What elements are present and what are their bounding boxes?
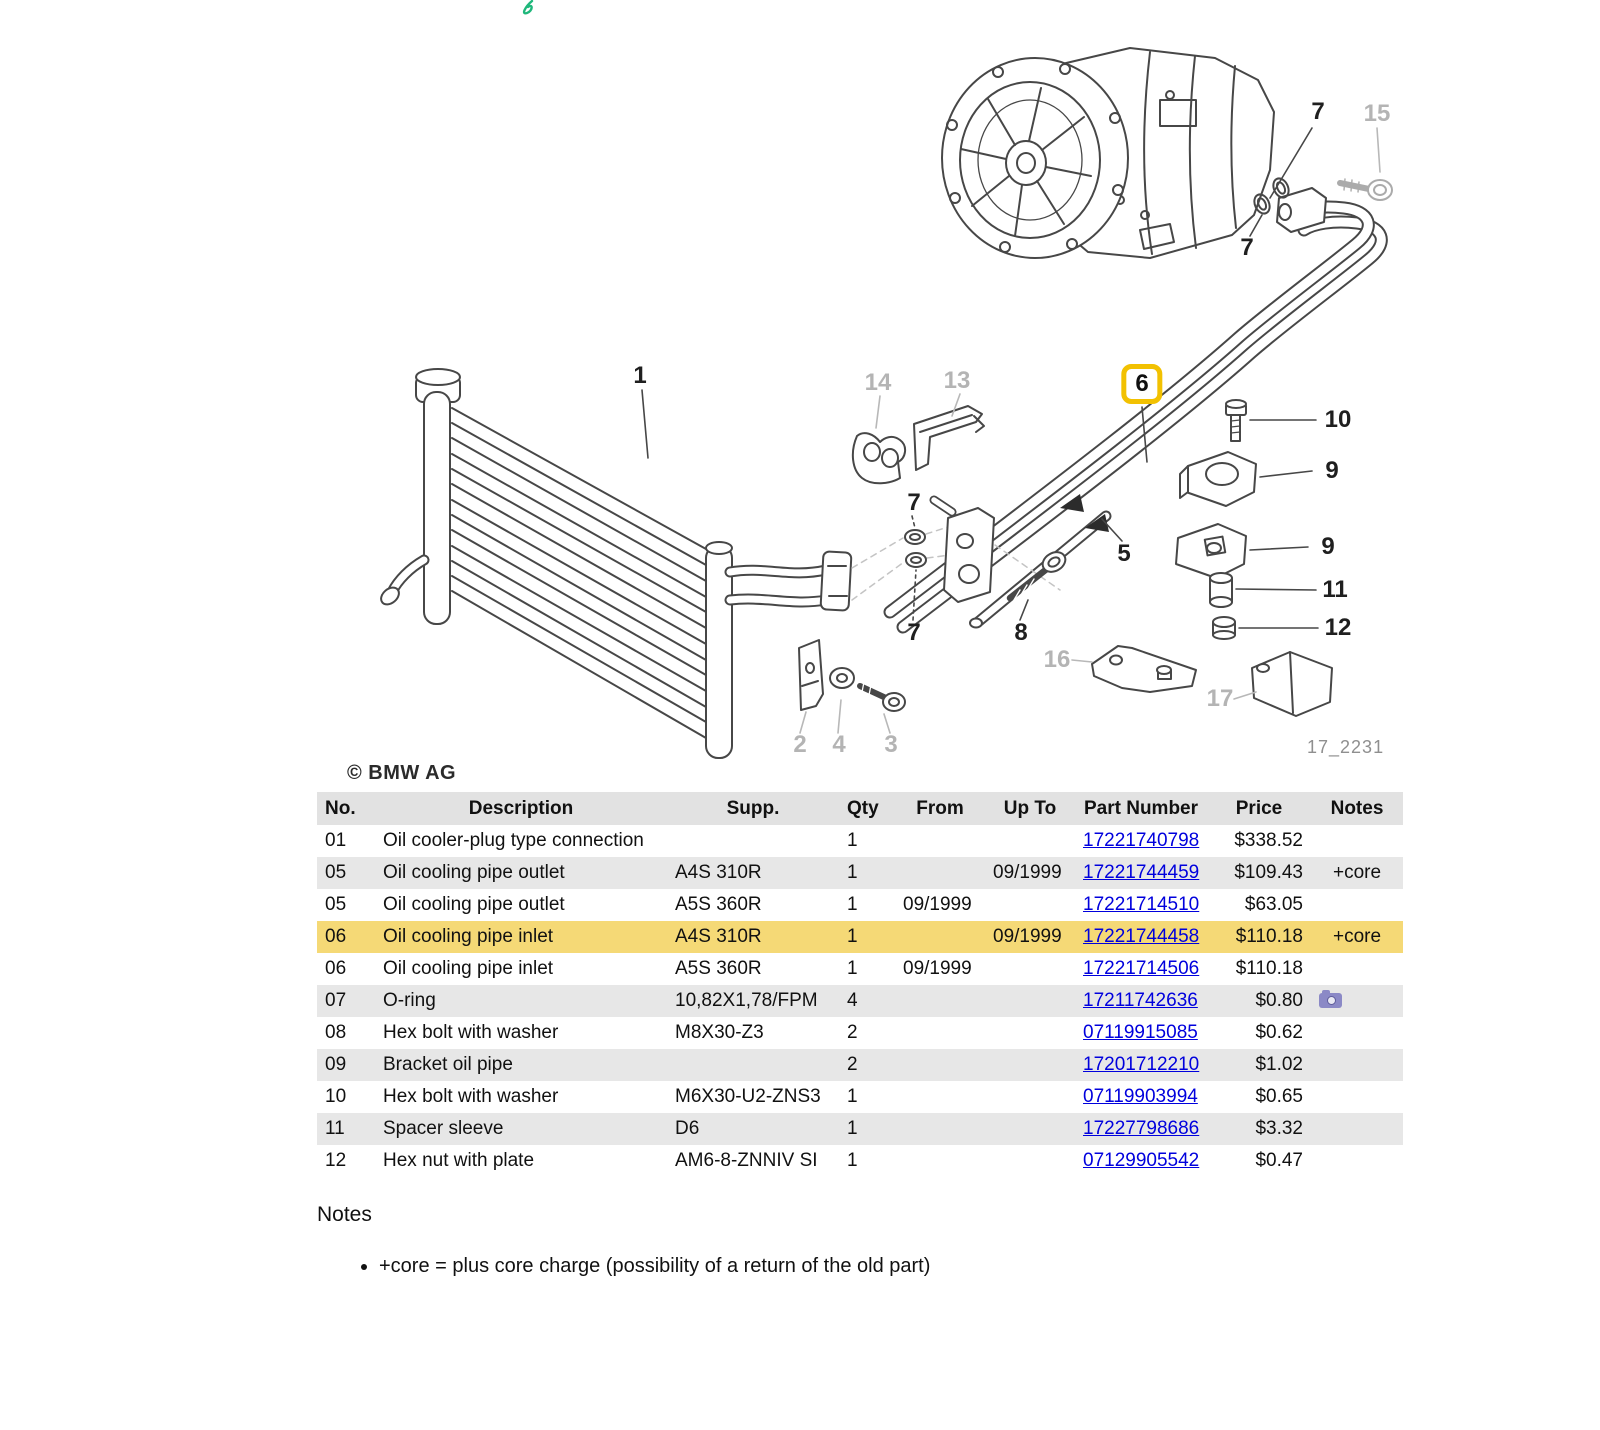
cell-supp bbox=[667, 825, 839, 857]
cell-from bbox=[895, 985, 985, 1017]
cell-part-number bbox=[1075, 921, 1207, 953]
cooler-outlet-pipes-drawing bbox=[730, 551, 851, 610]
cell-from: 09/1999 bbox=[903, 894, 972, 915]
callout-7: 7 bbox=[907, 619, 921, 646]
green-scribble bbox=[524, 1, 532, 13]
cell-from bbox=[895, 1081, 985, 1113]
header-price: Price bbox=[1207, 792, 1311, 825]
cell-part-number bbox=[1075, 1081, 1207, 1113]
cell-upto: 09/1999 bbox=[985, 921, 1075, 953]
cell-from bbox=[895, 1145, 985, 1177]
cell-upto bbox=[985, 825, 1075, 857]
cell-notes: +core bbox=[1311, 921, 1403, 953]
cell-qty: 1 bbox=[839, 1113, 895, 1145]
table-row bbox=[317, 857, 1403, 889]
cell-price: $110.18 bbox=[1207, 921, 1311, 953]
parts-table-wrap bbox=[317, 792, 1403, 1177]
cell-price: $3.32 bbox=[1207, 1113, 1311, 1145]
table-row bbox=[317, 953, 1403, 985]
clamp-14-drawing bbox=[853, 433, 905, 483]
cell-no: 07 bbox=[317, 985, 375, 1017]
cell-from bbox=[895, 921, 985, 953]
cell-upto bbox=[985, 889, 1075, 921]
cell-price: $0.80 bbox=[1207, 985, 1311, 1017]
connector-drawing bbox=[934, 500, 994, 602]
cell-desc: Oil cooler-plug type connection bbox=[383, 830, 644, 851]
cell-desc: Hex bolt with washer bbox=[383, 1022, 559, 1043]
cell-supp: A5S 360R bbox=[675, 958, 762, 979]
notes-list bbox=[317, 1253, 1317, 1279]
cell-part-number bbox=[1075, 1113, 1207, 1145]
part-number-link[interactable]: 07119915085 bbox=[1083, 1022, 1198, 1043]
cell-qty: 1 bbox=[847, 1086, 858, 1107]
strap-13-drawing bbox=[914, 406, 984, 470]
callout-6: 6 bbox=[1121, 364, 1162, 404]
cell-notes: +core bbox=[1311, 857, 1403, 889]
cell-no: 05 bbox=[325, 894, 347, 915]
part-number-link[interactable]: 07129905542 bbox=[1083, 1150, 1200, 1171]
table-row bbox=[317, 1017, 1403, 1049]
nut-12-drawing bbox=[1213, 617, 1235, 639]
notes-title: Notes bbox=[317, 1203, 372, 1226]
cell-upto bbox=[985, 1049, 1075, 1081]
cell-price: $110.18 bbox=[1235, 958, 1303, 979]
cell-qty: 2 bbox=[839, 1049, 895, 1081]
cell-supp: D6 bbox=[667, 1113, 839, 1145]
cell-upto bbox=[985, 1017, 1075, 1049]
cell-from bbox=[895, 1017, 985, 1049]
cell-price: $0.47 bbox=[1255, 1150, 1303, 1171]
table-row bbox=[317, 825, 1403, 857]
cell-notes bbox=[1311, 985, 1403, 1017]
oil-cooler-drawing bbox=[378, 369, 732, 758]
cell-desc: Hex bolt with washer bbox=[383, 1086, 559, 1107]
cell-supp: M8X30-Z3 bbox=[675, 1022, 764, 1043]
cell-upto bbox=[985, 985, 1075, 1017]
cell-desc: Oil cooling pipe outlet bbox=[383, 894, 565, 915]
cell-upto bbox=[985, 1145, 1075, 1177]
cell-qty: 2 bbox=[847, 1022, 858, 1043]
cell-upto bbox=[985, 1081, 1075, 1113]
cell-supp: M6X30-U2-ZNS3 bbox=[675, 1086, 821, 1107]
cell-part-number bbox=[1075, 1017, 1207, 1049]
callout-1: 1 bbox=[633, 362, 647, 389]
cell-price: $338.52 bbox=[1234, 830, 1303, 851]
cell-notes bbox=[1311, 1113, 1403, 1145]
table-row bbox=[317, 1081, 1403, 1113]
washer-4-drawing bbox=[830, 668, 854, 688]
cell-price: $63.05 bbox=[1244, 894, 1303, 915]
part-number-link[interactable]: 17227798686 bbox=[1083, 1118, 1200, 1139]
cell-qty: 4 bbox=[839, 985, 895, 1017]
cell-desc: Hex nut with plate bbox=[383, 1150, 535, 1171]
cell-desc: O-ring bbox=[375, 985, 667, 1017]
bracket-9-lower-drawing bbox=[1176, 524, 1246, 578]
cell-from bbox=[895, 1049, 985, 1081]
cell-part-number bbox=[1075, 1049, 1207, 1081]
part-number-link[interactable]: 17221744459 bbox=[1083, 862, 1200, 883]
callout-17: 17 bbox=[1206, 685, 1234, 712]
cell-price: $109.43 bbox=[1207, 857, 1311, 889]
parts-table-body bbox=[317, 825, 1403, 1177]
callout-10: 10 bbox=[1324, 406, 1352, 433]
o-rings-drawing bbox=[905, 530, 926, 567]
cell-part-number bbox=[1075, 985, 1207, 1017]
cell-qty: 1 bbox=[839, 857, 895, 889]
callout-7: 7 bbox=[1311, 98, 1325, 125]
cell-notes bbox=[1311, 1017, 1403, 1049]
cell-no: 05 bbox=[317, 857, 375, 889]
cell-part-number bbox=[1075, 857, 1207, 889]
header-qty: Qty bbox=[839, 792, 895, 825]
notes-section bbox=[317, 1203, 1317, 1279]
bolt-10-drawing bbox=[1226, 400, 1246, 441]
table-row bbox=[317, 1113, 1403, 1145]
cell-supp: 10,82X1,78/FPM bbox=[667, 985, 839, 1017]
header-upto: Up To bbox=[985, 792, 1075, 825]
transmission-drawing bbox=[942, 48, 1274, 261]
cell-desc: Oil cooling pipe inlet bbox=[383, 958, 554, 979]
cell-supp: AM6-8-ZNNIV SI bbox=[675, 1150, 818, 1171]
callout-3: 3 bbox=[884, 731, 898, 758]
cell-from: 09/1999 bbox=[903, 958, 972, 979]
table-row bbox=[317, 889, 1403, 921]
cell-desc: Oil cooling pipe outlet bbox=[375, 857, 667, 889]
cell-supp: A5S 360R bbox=[675, 894, 762, 915]
bracket-17-drawing bbox=[1252, 652, 1332, 716]
diagram-reference-number: 17_2231 bbox=[1307, 737, 1385, 757]
callout-14: 14 bbox=[864, 369, 892, 396]
bracket-16-drawing bbox=[1092, 646, 1196, 692]
part-number-link[interactable]: 17221714506 bbox=[1083, 958, 1200, 979]
part-number-link[interactable]: 17221740798 bbox=[1083, 830, 1200, 851]
callout-5: 5 bbox=[1117, 540, 1131, 567]
header-supp: Supp. bbox=[667, 792, 839, 825]
part-number-link[interactable]: 07119903994 bbox=[1083, 1086, 1198, 1107]
bracket-9-upper-drawing bbox=[1180, 452, 1256, 506]
table-row bbox=[317, 1049, 1403, 1081]
cell-qty: 1 bbox=[839, 921, 895, 953]
cell-upto bbox=[985, 953, 1075, 985]
cell-desc: Bracket oil pipe bbox=[375, 1049, 667, 1081]
cell-no: 08 bbox=[325, 1022, 347, 1043]
cell-qty: 1 bbox=[847, 958, 858, 979]
cell-part-number bbox=[1075, 889, 1207, 921]
cell-price: $1.02 bbox=[1207, 1049, 1311, 1081]
parts-table bbox=[317, 792, 1403, 1177]
cell-no: 11 bbox=[317, 1113, 375, 1145]
part-number-link[interactable]: 17221714510 bbox=[1083, 894, 1200, 915]
part-number-link[interactable]: 17221744458 bbox=[1083, 926, 1200, 947]
callout-16: 16 bbox=[1043, 646, 1071, 673]
cell-supp: A4S 310R bbox=[667, 921, 839, 953]
cell-from bbox=[895, 825, 985, 857]
table-row bbox=[317, 921, 1403, 953]
camera-icon[interactable] bbox=[1319, 993, 1342, 1008]
bolt-8-drawing bbox=[1010, 548, 1069, 600]
cell-part-number bbox=[1075, 953, 1207, 985]
callout-9: 9 bbox=[1321, 533, 1335, 560]
cell-notes bbox=[1311, 953, 1403, 985]
callout-13: 13 bbox=[943, 367, 971, 394]
cell-part-number bbox=[1075, 1145, 1207, 1177]
cell-supp bbox=[667, 1049, 839, 1081]
bracket-2-drawing bbox=[799, 640, 823, 710]
cell-upto bbox=[985, 1113, 1075, 1145]
bolt-15-drawing bbox=[1340, 179, 1392, 200]
callout-7: 7 bbox=[1240, 234, 1254, 261]
cell-notes bbox=[1311, 1081, 1403, 1113]
cell-qty: 1 bbox=[847, 1150, 858, 1171]
callout-7: 7 bbox=[907, 489, 921, 516]
bolt-3-drawing bbox=[860, 682, 905, 711]
cell-no: 09 bbox=[317, 1049, 375, 1081]
callout-9: 9 bbox=[1325, 457, 1339, 484]
cell-notes bbox=[1311, 889, 1403, 921]
callout-4: 4 bbox=[832, 731, 846, 758]
header-notes: Notes bbox=[1311, 792, 1403, 825]
cell-no: 12 bbox=[325, 1150, 347, 1171]
cell-notes bbox=[1311, 1145, 1403, 1177]
spacer-11-drawing bbox=[1210, 573, 1232, 607]
header-no: No. bbox=[317, 792, 375, 825]
cell-no: 06 bbox=[317, 921, 375, 953]
callout-11: 11 bbox=[1322, 576, 1348, 603]
header-from: From bbox=[895, 792, 985, 825]
cell-price: $0.65 bbox=[1255, 1086, 1303, 1107]
callout-8: 8 bbox=[1014, 619, 1028, 646]
cell-from bbox=[895, 1113, 985, 1145]
bmw-copyright: © BMW AG bbox=[347, 762, 457, 784]
cell-no: 10 bbox=[325, 1086, 347, 1107]
cell-supp: A4S 310R bbox=[667, 857, 839, 889]
cell-from bbox=[895, 857, 985, 889]
table-header-row bbox=[317, 792, 1403, 825]
cell-notes bbox=[1311, 825, 1403, 857]
table-row bbox=[317, 985, 1403, 1017]
header-part-number: Part Number bbox=[1075, 792, 1207, 825]
callout-2: 2 bbox=[793, 731, 807, 758]
cell-notes bbox=[1311, 1049, 1403, 1081]
header-description: Description bbox=[375, 792, 667, 825]
cell-desc: Oil cooling pipe inlet bbox=[375, 921, 667, 953]
note-item: • +core = plus core charge (possibility of a return of the old part) bbox=[379, 1253, 1317, 1279]
cell-qty: 1 bbox=[847, 894, 858, 915]
part-number-link[interactable]: 17211742636 bbox=[1083, 990, 1198, 1011]
cell-desc: Spacer sleeve bbox=[375, 1113, 667, 1145]
cell-no: 06 bbox=[325, 958, 347, 979]
cell-no: 01 bbox=[325, 830, 347, 851]
callout-15: 15 bbox=[1363, 100, 1391, 127]
cell-upto: 09/1999 bbox=[985, 857, 1075, 889]
part-number-link[interactable]: 17201712210 bbox=[1083, 1054, 1200, 1075]
cell-qty: 1 bbox=[847, 830, 858, 851]
callout-12: 12 bbox=[1324, 614, 1352, 641]
cell-part-number bbox=[1075, 825, 1207, 857]
table-row bbox=[317, 1145, 1403, 1177]
cell-price: $0.62 bbox=[1255, 1022, 1303, 1043]
